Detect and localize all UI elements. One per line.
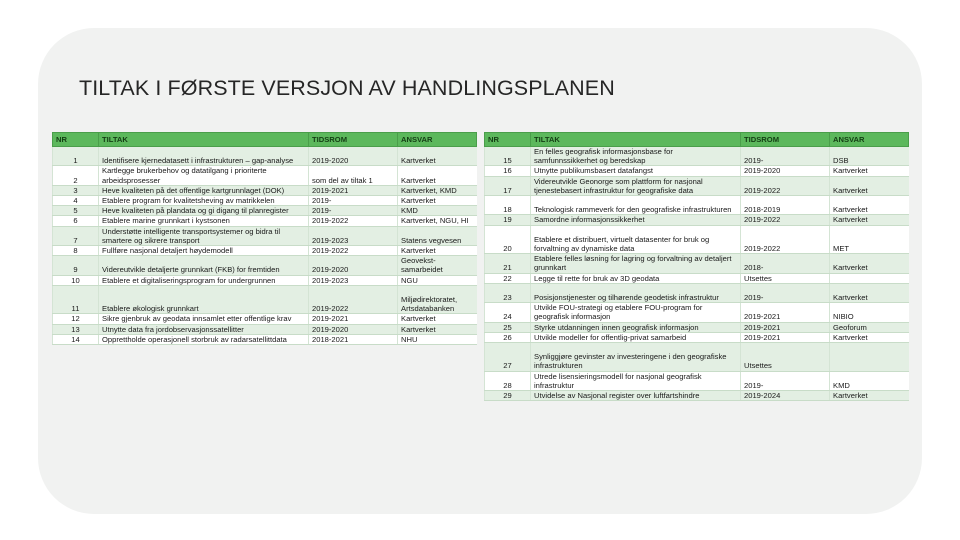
table-row — [485, 322, 909, 332]
row-nr: 2 — [53, 166, 99, 185]
table-row — [53, 334, 477, 344]
row-tidsrom: 2018- — [741, 254, 830, 273]
row-tiltak: Videreutvikle detaljerte grunnkart (FKB) for fremtiden — [99, 256, 309, 275]
row-tiltak: Samordne informasjonssikkerhet — [531, 215, 741, 225]
row-tidsrom: 2019- — [741, 147, 830, 166]
row-tiltak: Etablere økologisk grunnkart — [99, 285, 309, 314]
row-tidsrom: 2018-2021 — [309, 334, 398, 344]
row-ansvar: Kartverket — [830, 166, 909, 176]
row-nr: 26 — [485, 332, 531, 342]
row-tiltak: Synliggjøre gevinster av investeringene i den geografiske infrastrukturen — [531, 343, 741, 372]
row-tidsrom: 2019-2022 — [741, 215, 830, 225]
table-row — [485, 196, 909, 215]
row-nr: 13 — [53, 324, 99, 334]
row-ansvar: Kartverket — [398, 314, 477, 324]
row-tidsrom: 2019- — [309, 196, 398, 206]
header-tiltak: TILTAK — [531, 133, 741, 147]
row-nr: 8 — [53, 246, 99, 256]
row-tiltak: Teknologisk rammeverk for den geografiske infrastrukturen — [531, 196, 741, 215]
row-tidsrom: 2019-2024 — [741, 391, 830, 401]
row-tiltak: Utvikle FOU-strategi og etablere FOU-program for geografisk informasjon — [531, 303, 741, 322]
row-tiltak: En felles geografisk informasjonsbase for samfunnssikkerhet og beredskap — [531, 147, 741, 166]
table-header-row — [485, 133, 909, 147]
table-row — [53, 256, 477, 275]
row-nr: 28 — [485, 371, 531, 390]
row-nr: 29 — [485, 391, 531, 401]
row-tidsrom: 2019-2020 — [309, 147, 398, 166]
row-tidsrom: 2019- — [741, 283, 830, 302]
table-row — [485, 225, 909, 254]
table-row — [53, 285, 477, 314]
actions-table-right — [484, 132, 909, 401]
row-tiltak: Kartlegge brukerbehov og datatilgang i prioriterte arbeidsprosesser — [99, 166, 309, 185]
row-tidsrom: 2019- — [741, 371, 830, 390]
row-tiltak: Etablere et distribuert, virtuelt datasenter for bruk og forvaltning av dynamiske data — [531, 225, 741, 254]
row-tiltak: Etablere felles løsning for lagring og forvaltning av detaljert grunnkart — [531, 254, 741, 273]
row-tiltak: Sikre gjenbruk av geodata innsamlet etter offentlige krav — [99, 314, 309, 324]
row-tidsrom: 2019-2022 — [309, 216, 398, 226]
row-tidsrom: 2019-2021 — [741, 332, 830, 342]
row-ansvar: Kartverket — [398, 196, 477, 206]
row-tidsrom: 2019-2022 — [741, 225, 830, 254]
row-ansvar: Miljødirektoratet, Artsdatabanken — [398, 285, 477, 314]
row-ansvar: DSB — [830, 147, 909, 166]
table-row — [53, 324, 477, 334]
row-tidsrom: 2019-2021 — [741, 322, 830, 332]
row-nr: 18 — [485, 196, 531, 215]
row-tidsrom: Utsettes — [741, 273, 830, 283]
table-row — [53, 275, 477, 285]
table-row — [485, 371, 909, 390]
row-nr: 24 — [485, 303, 531, 322]
row-tiltak: Fullføre nasjonal detaljert høydemodell — [99, 246, 309, 256]
row-nr: 11 — [53, 285, 99, 314]
row-nr: 15 — [485, 147, 531, 166]
row-ansvar: NIBIO — [830, 303, 909, 322]
row-nr: 16 — [485, 166, 531, 176]
row-tidsrom: 2019-2021 — [309, 185, 398, 195]
row-tidsrom: 2019-2020 — [309, 256, 398, 275]
table-row — [485, 303, 909, 322]
table-row — [485, 273, 909, 283]
row-tiltak: Opprettholde operasjonell storbruk av radarsatellittdata — [99, 334, 309, 344]
row-nr: 4 — [53, 196, 99, 206]
table-header-row — [53, 133, 477, 147]
row-tiltak: Utnytte publikumsbasert datafangst — [531, 166, 741, 176]
row-nr: 6 — [53, 216, 99, 226]
header-nr: NR — [485, 133, 531, 147]
row-nr: 17 — [485, 176, 531, 195]
table-row — [53, 196, 477, 206]
row-ansvar: MET — [830, 225, 909, 254]
row-ansvar: Kartverket — [398, 324, 477, 334]
table-row — [485, 215, 909, 225]
row-tidsrom: 2019-2023 — [309, 275, 398, 285]
actions-table-left — [52, 132, 477, 345]
row-tiltak: Utrede lisensieringsmodell for nasjonal geografisk infrastruktur — [531, 371, 741, 390]
table-row — [485, 176, 909, 195]
row-ansvar: Kartverket — [830, 283, 909, 302]
table-row — [53, 185, 477, 195]
table-row — [485, 332, 909, 342]
row-ansvar: Statens vegvesen — [398, 226, 477, 245]
row-tiltak: Videreutvikle Geonorge som plattform for nasjonal tjenestebasert infrastruktur for geografiske data — [531, 176, 741, 195]
row-nr: 9 — [53, 256, 99, 275]
row-ansvar: Kartverket — [830, 215, 909, 225]
row-ansvar: Kartverket — [398, 147, 477, 166]
row-ansvar: Kartverket — [830, 196, 909, 215]
header-nr: NR — [53, 133, 99, 147]
row-nr: 12 — [53, 314, 99, 324]
header-ansvar: ANSVAR — [830, 133, 909, 147]
row-tiltak: Legge til rette for bruk av 3D geodata — [531, 273, 741, 283]
row-ansvar: NGU — [398, 275, 477, 285]
table-row — [485, 283, 909, 302]
slide-title: TILTAK I FØRSTE VERSJON AV HANDLINGSPLANEN — [79, 76, 615, 100]
row-ansvar — [830, 343, 909, 372]
row-ansvar — [830, 273, 909, 283]
row-ansvar: Kartverket — [830, 254, 909, 273]
table-row — [53, 314, 477, 324]
row-tiltak: Identifisere kjernedatasett i infrastrukturen – gap-analyse — [99, 147, 309, 166]
table-row — [485, 391, 909, 401]
row-nr: 10 — [53, 275, 99, 285]
row-ansvar: Geovekst-samarbeidet — [398, 256, 477, 275]
table-row — [485, 147, 909, 166]
table-row — [53, 216, 477, 226]
row-tiltak: Etablere et digitaliseringsprogram for undergrunnen — [99, 275, 309, 285]
row-tiltak: Heve kvaliteten på det offentlige kartgrunnlaget (DOK) — [99, 185, 309, 195]
row-ansvar: Geoforum — [830, 322, 909, 332]
header-ansvar: ANSVAR — [398, 133, 477, 147]
table-row — [485, 343, 909, 372]
table-row — [53, 246, 477, 256]
row-nr: 7 — [53, 226, 99, 245]
row-tiltak: Heve kvaliteten på plandata og gi digang til planregister — [99, 206, 309, 216]
table-row — [53, 226, 477, 245]
row-nr: 22 — [485, 273, 531, 283]
header-tidsrom: TIDSROM — [309, 133, 398, 147]
row-nr: 25 — [485, 322, 531, 332]
row-nr: 3 — [53, 185, 99, 195]
row-tiltak: Utvikle modeller for offentlig-privat samarbeid — [531, 332, 741, 342]
row-tiltak: Etablere program for kvalitetsheving av matrikkelen — [99, 196, 309, 206]
row-tidsrom: 2019-2021 — [309, 314, 398, 324]
row-tiltak: Etablere marine grunnkart i kystsonen — [99, 216, 309, 226]
row-tiltak: Utnytte data fra jordobservasjonssatellitter — [99, 324, 309, 334]
row-nr: 20 — [485, 225, 531, 254]
table-row — [53, 166, 477, 185]
row-tidsrom: 2019-2020 — [741, 166, 830, 176]
row-ansvar: Kartverket — [830, 332, 909, 342]
row-ansvar: Kartverket, NGU, HI — [398, 216, 477, 226]
row-nr: 1 — [53, 147, 99, 166]
row-tidsrom: 2019-2021 — [741, 303, 830, 322]
row-nr: 27 — [485, 343, 531, 372]
row-tidsrom: 2019- — [309, 206, 398, 216]
row-tidsrom: Utsettes — [741, 343, 830, 372]
table-row — [485, 166, 909, 176]
row-ansvar: Kartverket, KMD — [398, 185, 477, 195]
row-tidsrom: 2019-2023 — [309, 226, 398, 245]
row-tiltak: Styrke utdanningen innen geografisk informasjon — [531, 322, 741, 332]
row-ansvar: Kartverket — [398, 246, 477, 256]
table-row — [485, 254, 909, 273]
table-row — [53, 206, 477, 216]
row-ansvar: KMD — [830, 371, 909, 390]
row-ansvar: NHU — [398, 334, 477, 344]
row-ansvar: Kartverket — [398, 166, 477, 185]
row-nr: 5 — [53, 206, 99, 216]
header-tidsrom: TIDSROM — [741, 133, 830, 147]
row-tidsrom: 2019-2020 — [309, 324, 398, 334]
row-tiltak: Posisjonstjenester og tilhørende geodetisk infrastruktur — [531, 283, 741, 302]
row-tidsrom: som del av tiltak 1 — [309, 166, 398, 185]
row-tidsrom: 2019-2022 — [309, 285, 398, 314]
row-nr: 14 — [53, 334, 99, 344]
row-nr: 23 — [485, 283, 531, 302]
row-tidsrom: 2018-2019 — [741, 196, 830, 215]
table-row — [53, 147, 477, 166]
row-ansvar: KMD — [398, 206, 477, 216]
row-ansvar: Kartverket — [830, 176, 909, 195]
row-tidsrom: 2019-2022 — [741, 176, 830, 195]
header-tiltak: TILTAK — [99, 133, 309, 147]
row-tiltak: Understøtte intelligente transportsystemer og bidra til smartere og sikrere transport — [99, 226, 309, 245]
row-tidsrom: 2019-2022 — [309, 246, 398, 256]
row-tiltak: Utvidelse av Nasjonal register over luftfartshindre — [531, 391, 741, 401]
row-nr: 19 — [485, 215, 531, 225]
row-nr: 21 — [485, 254, 531, 273]
row-ansvar: Kartverket — [830, 391, 909, 401]
